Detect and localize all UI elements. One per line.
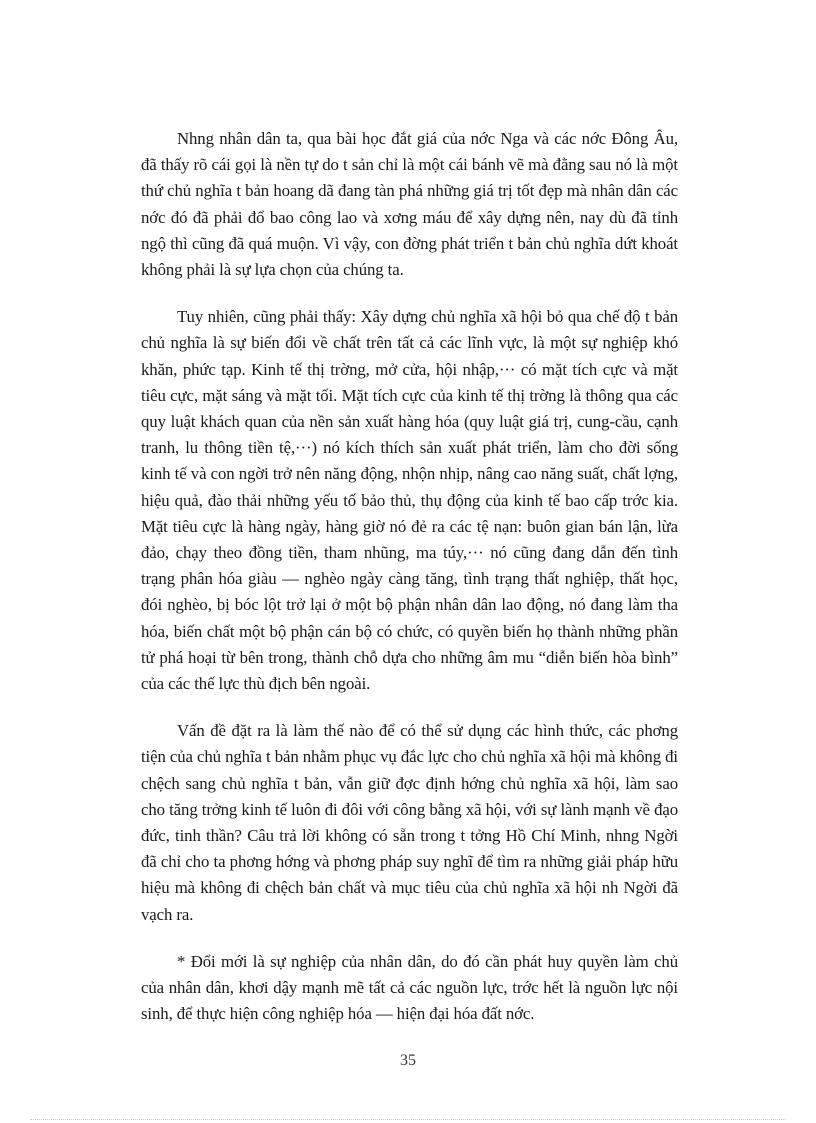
page-bottom-divider (30, 1119, 786, 1120)
paragraph: * Đổi mới là sự nghiệp của nhân dân, do đó cần phát huy quyền làm chủ của nhân dân, khơi dậy mạnh mẽ tất cả các nguồn lực, trớc hết là nguồn lực nội sinh, để thực hiện công nghiệp hóa — hiện đại hóa đất nớc. (141, 951, 678, 1024)
page-number: 35 (400, 1052, 416, 1069)
paragraph: Nhng nhân dân ta, qua bài học đắt giá của nớc Nga và các nớc Đông Âu, đã thấy rõ cái gọi là nền tự do t sản chỉ là một cái bánh vẽ mà đằng sau nó là một thứ chủ nghĩa t bản hoang dã đang tàn phá những giá trị tốt đẹp mà nhân dân các nớc đó đã phải đổ bao công lao và xơng máu để xây dựng nên, nay dù đã tỉnh ngộ thì cũng đã quá muộn. Vì vậy, con đờng phát triển t bản chủ nghĩa dứt khoát không phải là sự lựa chọn của chúng ta. (141, 129, 678, 280)
paragraph: Vấn đề đặt ra là làm thế nào để có thể sử dụng các hình thức, các phơng tiện của chủ nghĩa t bản nhằm phục vụ đắc lực cho chủ nghĩa xã hội mà không đi chệch sang chủ nghĩa t bản, vẫn giữ đợc định hớng chủ nghĩa xã hội, làm sao cho tăng trởng kinh tế luôn đi đôi với công bằng xã hội, với sự lành mạnh về đạo đức, tinh thần? Câu trả lời không có sẵn trong t tởng Hồ Chí Minh, nhng Ngời đã chỉ cho ta phơng hớng và phơng pháp suy nghĩ để tìm ra những giải pháp hữu hiệu mà không đi chệch bản chất và mục tiêu của chủ nghĩa xã hội nh Ngời đã vạch ra. (141, 721, 678, 924)
document-body (141, 126, 678, 1049)
paragraph: Tuy nhiên, cũng phải thấy: Xây dựng chủ nghĩa xã hội bỏ qua chế độ t bản chủ nghĩa là sự biến đổi về chất trên tất cả các lĩnh vực, là một sự nghiệp khó khăn, phức tạp. Kinh tế thị trờng, mở cửa, hội nhập,··· có mặt tích cực và mặt tiêu cực, mặt sáng và mặt tối. Mặt tích cực của kinh tế thị trờng là thông qua các quy luật khách quan của nền sản xuất hàng hóa (quy luật giá trị, cung-cầu, cạnh tranh, lu thông tiền tệ,···) nó kích thích sản xuất phát triển, làm cho đời sống kinh tế và con ngời trở nên năng động, nhộn nhịp, nâng cao năng suất, chất lợng, hiệu quả, đào thải những yếu tố bảo thủ, thụ động của kinh tế bao cấp trớc kia. Mặt tiêu cực là hàng ngày, hàng giờ nó đẻ ra các tệ nạn: buôn gian bán lận, lừa đảo, chạy theo đồng tiền, tham nhũng, ma túy,··· nó cũng đang dẫn đến tình trạng phân hóa giàu — nghèo ngày càng tăng, tình trạng thất nghiệp, thất học, đói nghèo, bị bóc lột trở lại ở một bộ phận nhân dân lao động, nó đang làm tha hóa, biến chất một bộ phận cán bộ có chức, có quyền biến họ thành những phần tử phá hoại từ bên trong, thành chỗ dựa cho những âm mu “diễn biến hòa bình” của các thế lực thù địch bên ngoài. (141, 307, 678, 694)
